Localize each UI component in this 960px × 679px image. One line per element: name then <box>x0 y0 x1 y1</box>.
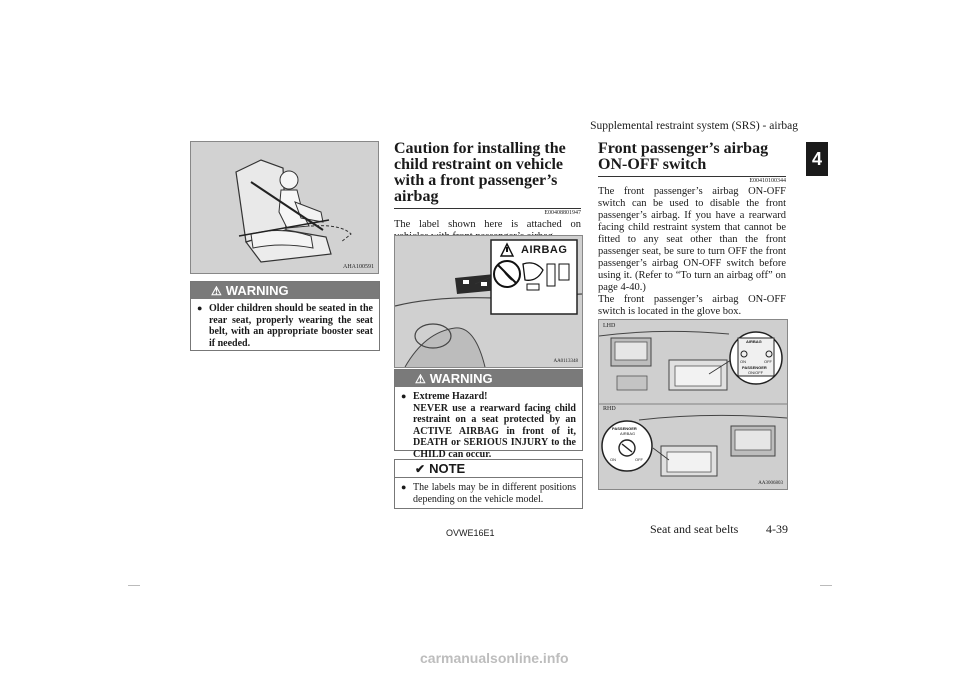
warning-label: WARNING <box>225 283 289 298</box>
warning-triangle-icon: ⚠ <box>415 371 426 386</box>
lhd-switch-on: ON <box>740 359 746 364</box>
section-paragraph-1: The front passenger’s airbag ON-OFF switch can be used to disable the front passenger’s airbag. If you have a rearward facing child restraint system that cannot be fitted to any seat other than the front passenger seat, be sure to turn OFF the front passenger’s airbag ON-OFF switch before using it. (Refer to “To turn an airbag off” on page 4-40.) <box>598 186 786 293</box>
glovebox-switch-figure <box>598 319 788 490</box>
lhd-switch-title: AIRBAG <box>746 339 762 344</box>
section-code: E00408801947 <box>544 210 581 216</box>
rhd-switch-title: PASSENGER <box>612 426 637 431</box>
bullet-icon: ● <box>401 482 407 492</box>
rhd-switch-sub: AIRBAG <box>620 431 636 436</box>
crop-mark <box>128 585 140 586</box>
warning-box-older-children <box>190 281 380 351</box>
lhd-switch-caption: PASSENGER <box>742 365 767 370</box>
warning-text: Older children should be seated in the rear seat, properly wearing the seat belt, with an appropriate booster seat if needed. <box>209 303 373 349</box>
rhd-switch-on: ON <box>610 457 616 462</box>
bullet-icon: ● <box>197 303 203 313</box>
section-paragraph: The label shown here is attached on <box>394 219 581 230</box>
note-header <box>395 460 582 478</box>
warning-label: WARNING <box>429 371 493 386</box>
section-title: Caution for installing the child restraint on vehicle with a front passenger’s airbag <box>394 140 566 205</box>
note-body <box>395 478 582 510</box>
lhd-switch-off: OFF <box>764 359 772 364</box>
lhd-label: LHD <box>603 323 616 329</box>
footer-section-name: Seat and seat belts <box>650 522 739 536</box>
warning-box-extreme-hazard <box>394 369 583 460</box>
warning-header <box>191 282 379 299</box>
note-label: NOTE <box>429 461 466 476</box>
chapter-tab: 4 <box>806 142 828 176</box>
rhd-switch-off: OFF <box>635 457 643 462</box>
crop-mark <box>820 585 832 586</box>
watermark: carmanualsonline.info <box>420 650 569 666</box>
warning-heading: Extreme Hazard! <box>413 391 488 402</box>
note-box <box>394 459 583 509</box>
warning-body <box>191 299 379 354</box>
section-caution-child-restraint <box>394 141 581 243</box>
warning-body <box>395 387 582 465</box>
lhd-switch-sub: ON/OFF <box>748 370 764 375</box>
section-airbag-onoff-switch <box>598 141 786 318</box>
page-number: 4-39 <box>766 522 788 536</box>
note-check-icon: ✔ <box>415 461 426 476</box>
child-booster-seat-figure <box>190 141 379 274</box>
section-paragraph-2: The front passenger’s airbag ON-OFF switch is located in the glove box. <box>598 294 786 317</box>
running-header: Supplemental restraint system (SRS) - airbag <box>590 120 798 132</box>
section-divider <box>598 176 786 177</box>
figure-code: AA3006803 <box>758 481 783 486</box>
section-code: E00410100344 <box>749 178 786 184</box>
bullet-icon: ● <box>401 391 407 401</box>
rhd-label: RHD <box>603 406 616 412</box>
warning-triangle-icon: ⚠ <box>211 283 222 298</box>
child-booster-seat-illustration <box>191 142 378 273</box>
figure-code: AA0113348 <box>553 359 578 364</box>
section-title: Front passenger’s airbag ON-OFF switch <box>598 140 769 173</box>
note-text: The labels may be in different positions depending on the vehicle model. <box>413 482 576 505</box>
model-code: OVWE16E1 <box>446 528 495 538</box>
airbag-label-text: AIRBAG <box>521 244 568 256</box>
airbag-label-figure <box>394 235 583 368</box>
figure-code: AHA100591 <box>343 264 374 270</box>
warning-header <box>395 370 582 387</box>
warning-text: NEVER use a rearward facing child restraint on a seat protected by an ACTIVE AIRBAG in front of it, DEATH or SERIOUS INJURY to the CHILD can occur. <box>413 402 576 460</box>
glovebox-switch-illustration <box>599 320 787 489</box>
section-divider <box>394 208 581 209</box>
